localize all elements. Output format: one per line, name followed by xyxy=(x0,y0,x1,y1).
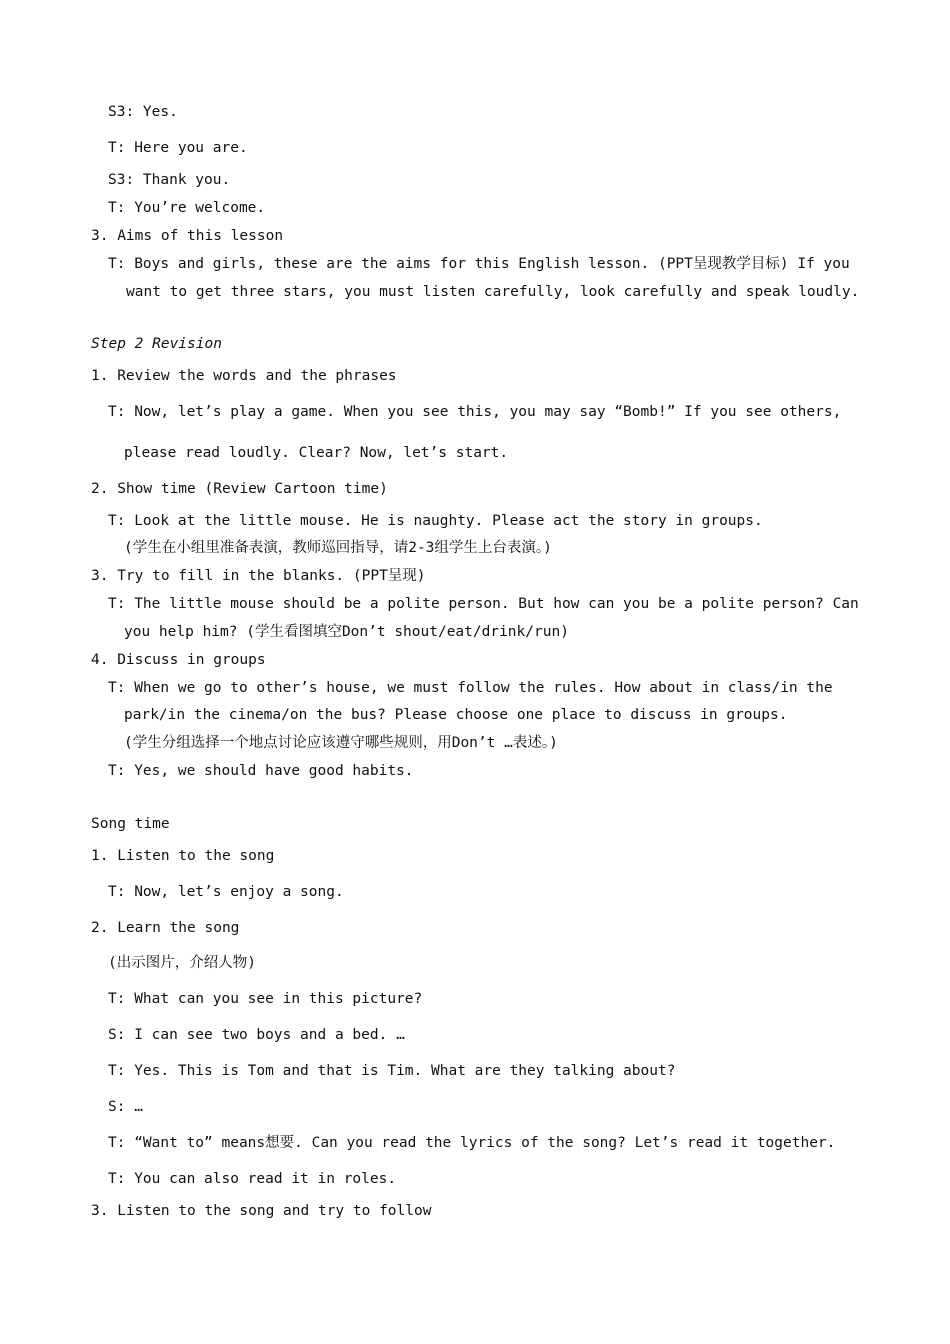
dialogue-line: T: What can you see in this picture? xyxy=(108,991,423,1007)
dialogue-line: T: You’re welcome. xyxy=(108,200,266,216)
list-item-heading: 3. Try to fill in the blanks. (PPT呈现) xyxy=(91,568,426,584)
list-item-heading: 2. Learn the song xyxy=(91,920,240,936)
list-item-heading: 1. Listen to the song xyxy=(91,848,275,864)
dialogue-line: T: Now, let’s enjoy a song. xyxy=(108,884,344,900)
aims-heading: 3. Aims of this lesson xyxy=(91,228,284,244)
teacher-note: (出示图片，介绍人物) xyxy=(108,955,256,971)
teacher-note: (学生分组选择一个地点讨论应该遵守哪些规则，用Don’t …表述。) xyxy=(124,735,558,751)
dialogue-line: T: Yes. This is Tom and that is Tim. What are they talking about? xyxy=(108,1063,676,1079)
dialogue-line: S3: Yes. xyxy=(108,104,178,120)
dialogue-line: T: Boys and girls, these are the aims for this English lesson. (PPT呈现教学目标) If you xyxy=(108,256,850,272)
dialogue-line: please read loudly. Clear? Now, let’s start. xyxy=(124,445,509,461)
dialogue-line: T: Yes, we should have good habits. xyxy=(108,763,414,779)
list-item-heading: 4. Discuss in groups xyxy=(91,652,266,668)
section-heading-step2: Step 2 Revision xyxy=(91,336,222,352)
dialogue-line: T: Look at the little mouse. He is naughty. Please act the story in groups. xyxy=(108,513,763,529)
dialogue-line: T: You can also read it in roles. xyxy=(108,1171,397,1187)
dialogue-line: want to get three stars, you must listen carefully, look carefully and speak loudly. xyxy=(126,284,860,300)
dialogue-line: S: I can see two boys and a bed. … xyxy=(108,1027,405,1043)
dialogue-line: T: Now, let’s play a game. When you see this, you may say “Bomb!” If you see others, xyxy=(108,404,842,420)
dialogue-line: T: When we go to other’s house, we must follow the rules. How about in class/in the xyxy=(108,680,833,696)
dialogue-line: S: … xyxy=(108,1099,143,1115)
dialogue-line: T: The little mouse should be a polite person. But how can you be a polite person? Can xyxy=(108,596,859,612)
list-item-heading: 2. Show time (Review Cartoon time) xyxy=(91,481,388,497)
dialogue-line: T: Here you are. xyxy=(108,140,248,156)
teacher-note: (学生在小组里准备表演，教师巡回指导，请2-3组学生上台表演。) xyxy=(124,540,552,556)
list-item-heading: 3. Listen to the song and try to follow xyxy=(91,1203,432,1219)
list-item-heading: 1. Review the words and the phrases xyxy=(91,368,397,384)
dialogue-line: park/in the cinema/on the bus? Please choose one place to discuss in groups. xyxy=(124,707,788,723)
dialogue-line: you help him? (学生看图填空Don’t shout/eat/drink/run) xyxy=(124,624,569,640)
dialogue-line: T: “Want to” means想要. Can you read the lyrics of the song? Let’s read it together. xyxy=(108,1135,836,1151)
section-heading-song: Song time xyxy=(91,816,170,832)
dialogue-line: S3: Thank you. xyxy=(108,172,231,188)
